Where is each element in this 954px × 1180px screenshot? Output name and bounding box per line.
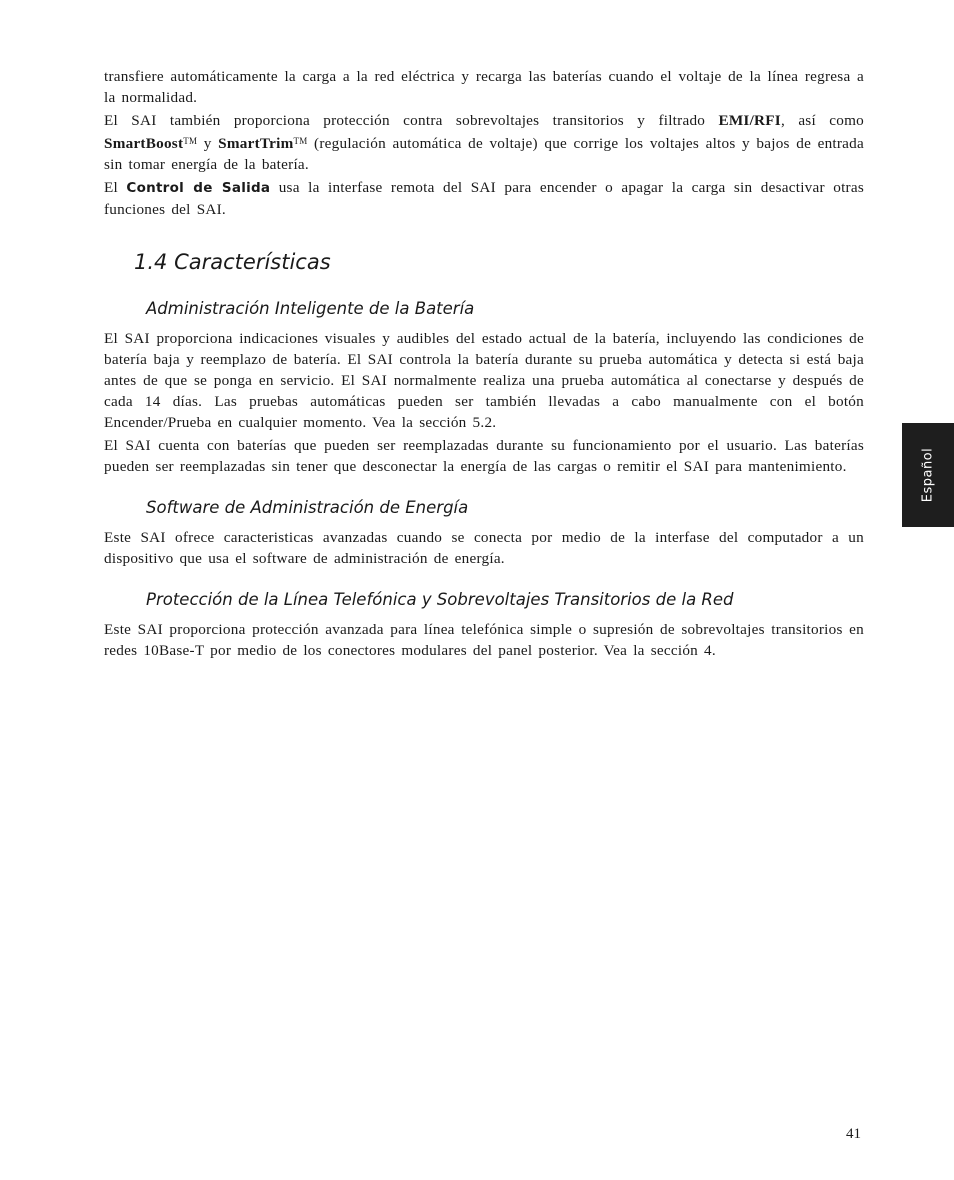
subsection-title-battery: Administración Inteligente de la Batería — [146, 299, 475, 318]
page-number: 41 — [846, 1126, 861, 1142]
intro-p2-text-c: y — [197, 135, 219, 152]
language-side-tab — [902, 423, 954, 527]
trademark-mark: TM — [293, 136, 308, 146]
subsection-title-phone-line: Protección de la Línea Telefónica y Sobrevoltajes Transitorios de la Red — [146, 590, 734, 609]
intro-p3-text-b: usa la interfase remota del SAI para encender o apagar la carga sin desactivar otras funciones del SAI. — [104, 179, 865, 218]
smarttrim-term: SmartTrim — [218, 135, 294, 152]
battery-paragraph-2: El SAI cuenta con baterías que pueden ser reemplazadas durante su funcionamiento por el usuario. Las baterías pueden ser reemplazadas sin tener que desconectar la energía de las cargas o remitir el SAI para mantenimiento. — [104, 437, 864, 475]
battery-paragraph-1: El SAI proporciona indicaciones visuales y audibles del estado actual de la batería, incluyendo las condiciones de batería baja y reemplazo de batería. El SAI controla la batería durante su prueba automática y detecta si está baja antes de que se ponga en servicio. El SAI normalmente realiza una prueba automática al conectarse y después de cada 14 días. Las pruebas automáticas pueden ser también llevadas a cabo manualmente con el botón Encender/Prueba en cualquier momento. Vea la sección 5.2. — [104, 330, 864, 431]
output-control-term: Control de Salida — [126, 180, 271, 196]
emi-rfi-term: EMI/RFI — [718, 112, 781, 129]
software-paragraph: Este SAI ofrece caracteristicas avanzadas cuando se conecta por medio de la interfase del computador a un dispositivo que usa el software de administración de energía. — [104, 529, 864, 567]
section-title: 1.4 Características — [134, 250, 331, 274]
intro-paragraph-3 — [104, 177, 864, 220]
smartboost-term: SmartBoost — [104, 135, 184, 152]
intro-p2-text-d: (regulación automática de voltaje) que corrige los voltajes altos y bajos de entrada sin tomar energía de la batería. — [104, 135, 865, 173]
subsection-title-software: Software de Administración de Energía — [146, 498, 469, 517]
intro-p3-text-a: El — [104, 179, 127, 196]
intro-paragraph-2 — [104, 110, 864, 175]
phone-line-paragraph: Este SAI proporciona protección avanzada para línea telefónica simple o supresión de sobrevoltajes transitorios en redes 10Base-T por medio de los conectores modulares del panel posterior. Vea la sección 4. — [104, 621, 864, 659]
language-side-tab-label: Español — [920, 447, 936, 503]
page-content — [104, 66, 864, 663]
intro-p2-text-a: El SAI también proporciona protección contra sobrevoltajes transitorios y filtrado — [104, 112, 719, 129]
intro-paragraph-1: transfiere automáticamente la carga a la red eléctrica y recarga las baterías cuando el voltaje de la línea regresa a la normalidad. — [104, 68, 864, 106]
intro-p2-text-b: , así como — [780, 112, 864, 129]
trademark-mark: TM — [183, 136, 198, 146]
